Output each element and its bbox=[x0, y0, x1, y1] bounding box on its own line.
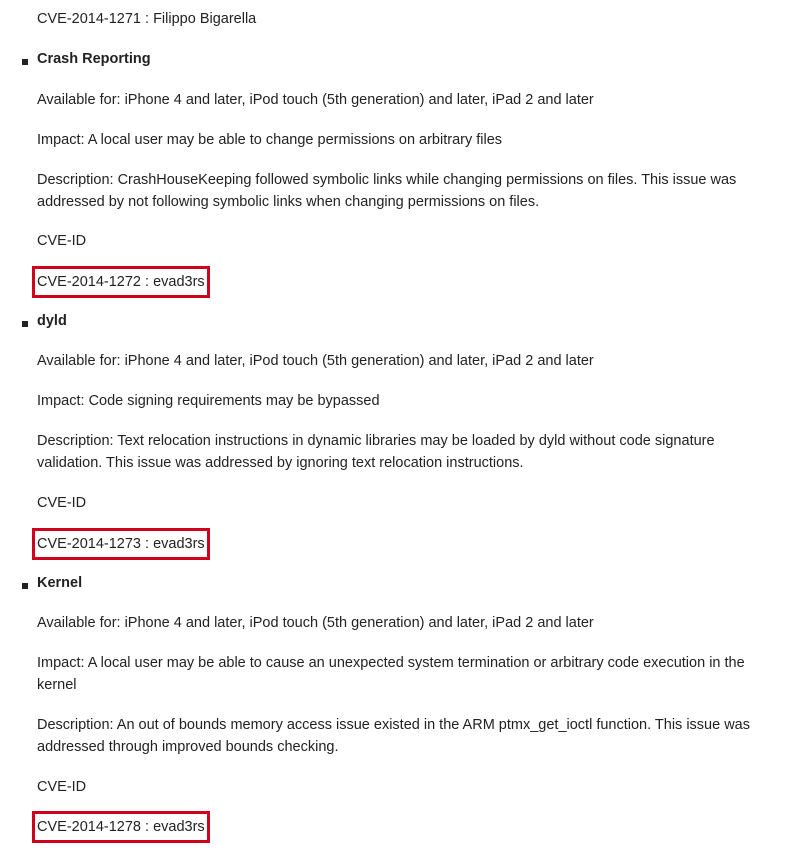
bullet-icon bbox=[22, 59, 28, 65]
section-title-crash-reporting: Crash Reporting bbox=[37, 51, 151, 67]
available-for-text: Available for: iPhone 4 and later, iPod touch (5th generation) and later, iPad 2 and later bbox=[37, 92, 594, 108]
impact-text: Impact: A local user may be able to cause an unexpected system termination or arbitrary code execution in the kernel bbox=[37, 655, 745, 693]
bullet-icon bbox=[22, 321, 28, 327]
available-for-text: Available for: iPhone 4 and later, iPod touch (5th generation) and later, iPad 2 and later bbox=[37, 615, 594, 631]
description-text: Description: An out of bounds memory access issue existed in the ARM ptmx_get_ioctl function. This issue was addressed through improved bounds checking. bbox=[37, 717, 750, 755]
section-title-dyld: dyld bbox=[37, 313, 67, 329]
highlighted-cve-credit: CVE-2014-1272 : evad3rs bbox=[37, 271, 205, 293]
description-text: Description: Text relocation instructions in dynamic libraries may be loaded by dyld without code signature validation. This issue was addressed by ignoring text relocation instructions. bbox=[37, 433, 715, 471]
highlighted-cve-credit: CVE-2014-1273 : evad3rs bbox=[37, 533, 205, 555]
impact-text: Impact: A local user may be able to change permissions on arbitrary files bbox=[37, 132, 503, 148]
cve-id-label: CVE-ID bbox=[37, 495, 87, 511]
cve-id-label: CVE-ID bbox=[37, 779, 87, 795]
section-title-kernel: Kernel bbox=[37, 575, 83, 591]
description-text: Description: CrashHouseKeeping followed symbolic links while changing permissions on files. This issue was addressed by not following symbolic links when changing permissions on files. bbox=[37, 172, 737, 210]
highlighted-cve-credit: CVE-2014-1278 : evad3rs bbox=[37, 816, 205, 838]
cve-id-label: CVE-ID bbox=[37, 233, 87, 249]
bullet-icon bbox=[22, 583, 28, 589]
cve-credit-line: CVE-2014-1271 : Filippo Bigarella bbox=[37, 11, 257, 27]
impact-text: Impact: Code signing requirements may be bypassed bbox=[37, 393, 380, 409]
available-for-text: Available for: iPhone 4 and later, iPod touch (5th generation) and later, iPad 2 and later bbox=[37, 353, 594, 369]
